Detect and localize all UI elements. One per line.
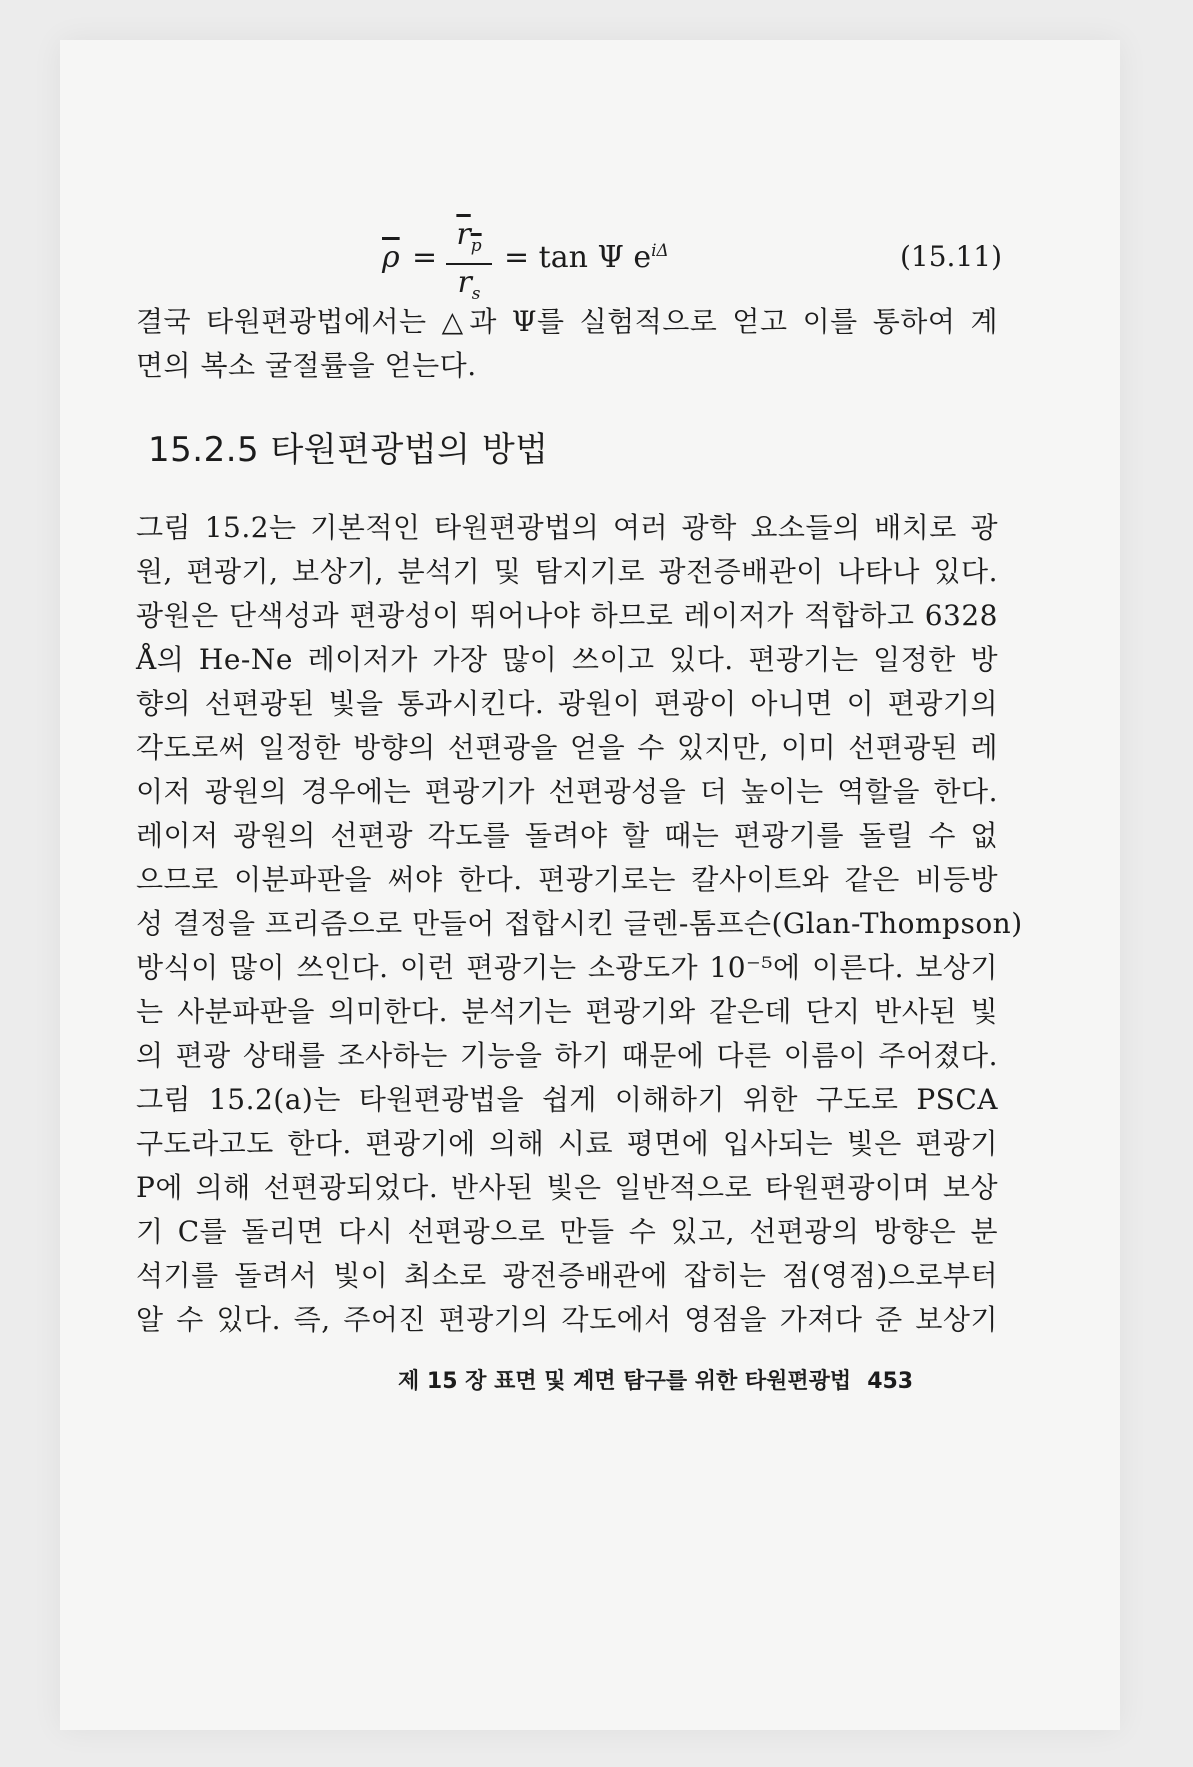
text-line: 방식이 많이 쓰인다. 이런 편광기는 소광도가 10⁻⁵에 이른다. 보상기 <box>136 951 998 984</box>
text-line: 알 수 있다. 즉, 주어진 편광기의 각도에서 영점을 가져다 준 보상기 <box>136 1303 998 1336</box>
text-line: 면의 복소 굴절률을 얻는다. <box>136 349 477 382</box>
page-footer <box>398 1364 914 1395</box>
text-line: 원, 편광기, 보상기, 분석기 및 탐지기로 광전증배관이 나타나 있다. <box>136 555 998 588</box>
text-line: 그림 15.2는 기본적인 타원편광법의 여러 광학 요소들의 배치로 광 <box>136 511 998 544</box>
text-line: 향의 선편광된 빛을 통과시킨다. 광원이 편광이 아니면 이 편광기의 <box>136 687 998 720</box>
equation-equals: = <box>412 240 438 275</box>
text-line: Å의 He-Ne 레이저가 가장 많이 쓰이고 있다. 편광기는 일정한 방 <box>136 643 998 676</box>
equation-fraction <box>444 218 494 312</box>
text-line: 구도라고도 한다. 편광기에 의해 시료 평면에 입사되는 빛은 편광기 <box>136 1127 998 1160</box>
text-line: 석기를 돌려서 빛이 최소로 광전증배관에 잡히는 점(영점)으로부터 <box>136 1259 998 1292</box>
text-line: P에 의해 선편광되었다. 반사된 빛은 일반적으로 타원편광이며 보상 <box>136 1171 998 1204</box>
text-line: 각도로써 일정한 방향의 선편광을 얻을 수 있지만, 이미 선편광된 레 <box>136 731 998 764</box>
section-heading: 15.2.5 타원편광법의 방법 <box>148 430 549 470</box>
text-line: 성 결정을 프리즘으로 만들어 접합시킨 글렌-톰프슨(Glan-Thompson) <box>136 907 1023 940</box>
body-paragraph-2 <box>136 1078 998 1342</box>
text-line: 으므로 이분파판을 써야 한다. 편광기로는 칼사이트와 같은 비등방 <box>136 863 998 896</box>
running-title: 제 15 장 표면 및 계면 탐구를 위한 타원편광법 <box>398 1369 852 1394</box>
text-line: 레이저 광원의 선편광 각도를 돌려야 할 때는 편광기를 돌릴 수 없 <box>136 819 998 852</box>
equation-rhs: = tan Ψ $e^{i\Delta}$ <box>504 240 669 275</box>
equation-lhs: $\overline{\rho}$ <box>382 240 400 275</box>
text-line: 결국 타원편광법에서는 △과 Ψ를 실험적으로 얻고 이를 통하여 계 <box>136 305 998 338</box>
equation-numerator: $r_p$ <box>456 217 482 256</box>
body-paragraph-1 <box>136 506 1023 1078</box>
text-line: 기 C를 돌리면 다시 선편광으로 만들 수 있고, 선편광의 방향은 분 <box>136 1215 998 1248</box>
text-line: 는 사분파판을 의미한다. 분석기는 편광기와 같은데 단지 반사된 빛 <box>136 995 998 1028</box>
text-line: 그림 15.2(a)는 타원편광법을 쉽게 이해하기 위한 구도로 PSCA <box>136 1083 998 1116</box>
equation-15-11 <box>382 218 1002 308</box>
equation-denominator: $r_s$ <box>457 265 481 304</box>
text-line: 이저 광원의 경우에는 편광기가 선편광성을 더 높이는 역할을 한다. <box>136 775 998 808</box>
page-number: 453 <box>867 1369 914 1394</box>
text-line: 의 편광 상태를 조사하는 기능을 하기 때문에 다른 이름이 주어졌다. <box>136 1039 998 1072</box>
intro-paragraph <box>136 300 998 388</box>
equation-number: (15.11) <box>899 240 1002 273</box>
text-line: 광원은 단색성과 편광성이 뛰어나야 하므로 레이저가 적합하고 6328 <box>136 599 998 632</box>
